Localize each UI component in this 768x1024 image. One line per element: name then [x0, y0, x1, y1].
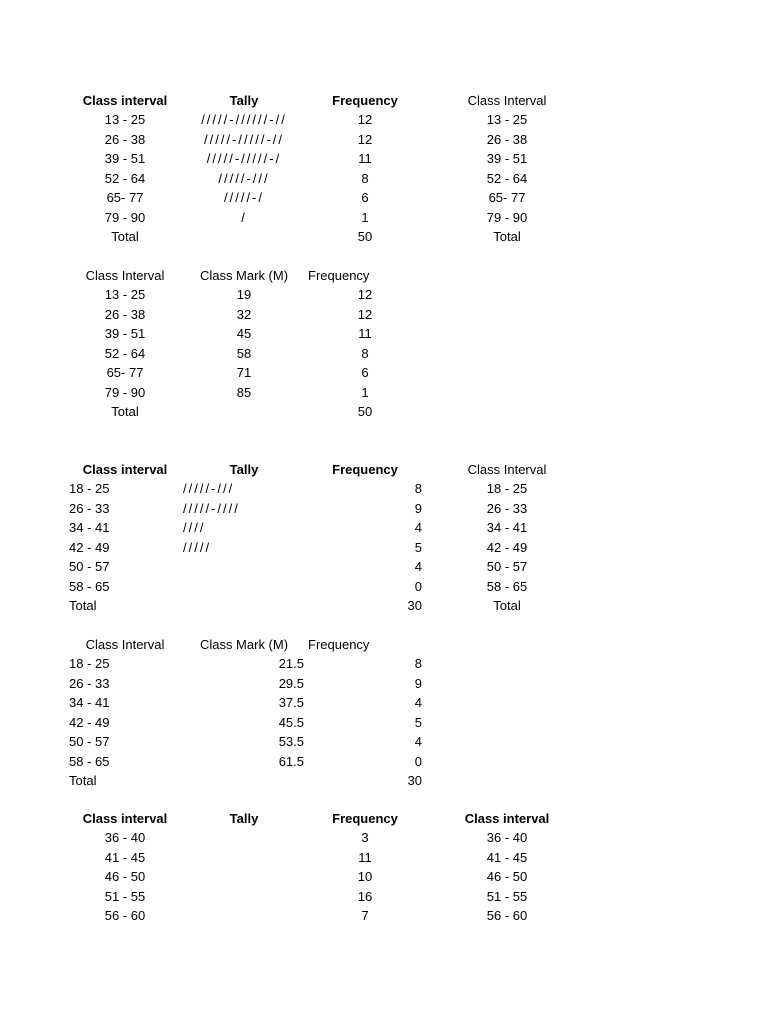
table-row: [0, 479, 768, 499]
table-row: [0, 208, 768, 228]
frequency-cell: 12: [357, 112, 373, 127]
table-row: [0, 402, 768, 422]
class-interval-cell: 26 - 33: [69, 676, 110, 691]
frequency-cell: 4: [414, 520, 422, 535]
class-interval-cell: 52 - 64: [104, 171, 146, 186]
table-row: [0, 713, 768, 733]
table-row: [0, 149, 768, 169]
frequency-cell: 6: [361, 190, 369, 205]
class-interval-cell: 26 - 38: [104, 307, 146, 322]
tally-cell: /////-/: [224, 190, 264, 205]
table-header-row: [0, 635, 768, 655]
table-row: [0, 130, 768, 150]
table-row: [0, 518, 768, 538]
class-interval-cell: 13 - 25: [104, 112, 146, 127]
table-row: [0, 654, 768, 674]
class-interval-cell: Total: [493, 598, 521, 613]
tally-header: Tally: [229, 93, 259, 108]
tally-cell: /////-///: [218, 171, 270, 186]
class-interval-cell: 46 - 50: [104, 869, 146, 884]
table-row: [0, 732, 768, 752]
table-row: [0, 577, 768, 597]
class-mark-header: Class Mark (M): [199, 637, 289, 652]
frequency-cell: 12: [357, 132, 373, 147]
frequency-cell: 4: [414, 559, 422, 574]
class-interval-cell: 51 - 55: [486, 889, 528, 904]
class-interval-header: Class interval: [464, 811, 550, 826]
table-row: [0, 538, 768, 558]
frequency-cell: 12: [357, 307, 373, 322]
table-row: [0, 596, 768, 616]
frequency-cell: 7: [361, 908, 369, 923]
frequency-cell: 8: [361, 171, 369, 186]
class-mark-cell: 53.5: [278, 734, 304, 749]
table-row: [0, 828, 768, 848]
class-interval-cell: 34 - 41: [69, 520, 110, 535]
table-row: [0, 344, 768, 364]
class-interval-cell: 26 - 33: [69, 501, 110, 516]
frequency-cell: 11: [358, 151, 372, 166]
class-interval-cell: 42 - 49: [486, 540, 528, 555]
class-interval-cell: 52 - 64: [104, 346, 146, 361]
table-row: [0, 674, 768, 694]
frequency-cell: 16: [357, 889, 373, 904]
class-interval-cell: 26 - 38: [486, 132, 528, 147]
tally-cell: /////-//////-//: [201, 112, 287, 127]
class-interval-header: Class Interval: [85, 268, 165, 283]
tally-header: Tally: [229, 462, 259, 477]
frequency-cell: 1: [361, 385, 369, 400]
class-mark-cell: 58: [236, 346, 252, 361]
class-interval-cell: 39 - 51: [486, 151, 528, 166]
class-mark-cell: 29.5: [278, 676, 304, 691]
class-interval-cell: 79 - 90: [104, 210, 146, 225]
frequency-header: Frequency: [332, 462, 398, 477]
frequency-header: Frequency: [308, 268, 370, 283]
class-interval-header: Class Interval: [467, 93, 547, 108]
frequency-cell: 11: [358, 326, 372, 341]
class-interval-cell: 39 - 51: [104, 151, 146, 166]
frequency-cell: 3: [361, 830, 369, 845]
frequency-cell: 50: [357, 229, 373, 244]
tally-cell: ////: [183, 520, 206, 535]
table-row: [0, 169, 768, 189]
class-interval-cell: Total: [69, 598, 97, 613]
frequency-cell: 8: [414, 656, 422, 671]
class-interval-header: Class Interval: [467, 462, 547, 477]
class-mark-cell: 45: [236, 326, 252, 341]
frequency-cell: 1: [361, 210, 369, 225]
class-interval-cell: 79 - 90: [104, 385, 146, 400]
frequency-header: Frequency: [308, 637, 370, 652]
table-row: [0, 557, 768, 577]
tally-table-2: [0, 460, 768, 620]
frequency-cell: 0: [414, 754, 422, 769]
class-mark-cell: 71: [236, 365, 252, 380]
class-mark-cell: 45.5: [278, 715, 304, 730]
class-interval-header: Class interval: [82, 93, 168, 108]
frequency-cell: 4: [414, 695, 422, 710]
frequency-cell: 4: [414, 734, 422, 749]
frequency-cell: 50: [357, 404, 373, 419]
table-row: [0, 227, 768, 247]
frequency-cell: 9: [414, 501, 422, 516]
class-mark-header: Class Mark (M): [199, 268, 289, 283]
class-interval-cell: 65- 77: [106, 365, 144, 380]
tally-table-1: [0, 91, 768, 251]
table-row: [0, 848, 768, 868]
frequency-cell: 5: [414, 540, 422, 555]
tally-cell: /////-/////-//: [204, 132, 284, 147]
class-interval-cell: 50 - 57: [69, 734, 110, 749]
class-interval-cell: Total: [493, 229, 521, 244]
frequency-cell: 5: [414, 715, 422, 730]
class-interval-cell: 52 - 64: [486, 171, 528, 186]
class-interval-cell: 41 - 45: [486, 850, 528, 865]
class-interval-cell: 18 - 25: [69, 481, 110, 496]
table-row: [0, 110, 768, 130]
tally-header: Tally: [229, 811, 259, 826]
class-mark-table-2: [0, 635, 768, 795]
class-interval-cell: 34 - 41: [69, 695, 110, 710]
class-mark-cell: 61.5: [278, 754, 304, 769]
table-row: [0, 499, 768, 519]
table-header-row: [0, 266, 768, 286]
class-mark-cell: 21.5: [278, 656, 304, 671]
class-interval-cell: 46 - 50: [486, 869, 528, 884]
class-mark-table-1: [0, 266, 768, 426]
class-interval-cell: Total: [69, 773, 97, 788]
class-mark-cell: 85: [236, 385, 252, 400]
class-interval-header: Class interval: [82, 462, 168, 477]
tally-table-3: [0, 809, 768, 929]
tally-cell: /////-/////-/: [206, 151, 282, 166]
table-row: [0, 324, 768, 344]
frequency-cell: 9: [414, 676, 422, 691]
class-interval-cell: 42 - 49: [69, 540, 110, 555]
class-interval-header: Class Interval: [85, 637, 165, 652]
tally-cell: /////-///: [183, 481, 235, 496]
class-interval-cell: 36 - 40: [104, 830, 146, 845]
class-interval-cell: 39 - 51: [104, 326, 146, 341]
frequency-cell: 6: [361, 365, 369, 380]
frequency-cell: 10: [357, 869, 373, 884]
class-interval-cell: 56 - 60: [104, 908, 146, 923]
class-interval-cell: 18 - 25: [69, 656, 110, 671]
class-interval-cell: 50 - 57: [69, 559, 110, 574]
table-row: [0, 752, 768, 772]
class-interval-cell: Total: [111, 229, 139, 244]
table-row: [0, 771, 768, 791]
class-interval-cell: 42 - 49: [69, 715, 110, 730]
class-interval-header: Class interval: [82, 811, 168, 826]
frequency-header: Frequency: [332, 93, 398, 108]
frequency-cell: 0: [414, 579, 422, 594]
class-interval-cell: 13 - 25: [104, 287, 146, 302]
table-row: [0, 363, 768, 383]
class-interval-cell: 65- 77: [106, 190, 144, 205]
class-interval-cell: 65- 77: [488, 190, 526, 205]
class-interval-cell: 58 - 65: [486, 579, 528, 594]
class-interval-cell: 13 - 25: [486, 112, 528, 127]
class-interval-cell: 58 - 65: [69, 579, 110, 594]
tally-cell: /////-////: [183, 501, 240, 516]
table-row: [0, 305, 768, 325]
class-mark-cell: 19: [236, 287, 252, 302]
table-header-row: [0, 460, 768, 480]
frequency-cell: 30: [407, 598, 422, 613]
class-interval-cell: 56 - 60: [486, 908, 528, 923]
class-interval-cell: 36 - 40: [486, 830, 528, 845]
table-row: [0, 867, 768, 887]
class-interval-cell: 26 - 33: [486, 501, 528, 516]
frequency-header: Frequency: [332, 811, 398, 826]
table-header-row: [0, 809, 768, 829]
class-interval-cell: Total: [111, 404, 139, 419]
table-row: [0, 285, 768, 305]
table-row: [0, 188, 768, 208]
class-mark-cell: 32: [236, 307, 252, 322]
table-row: [0, 693, 768, 713]
tally-cell: /////: [183, 540, 212, 555]
class-interval-cell: 18 - 25: [486, 481, 528, 496]
class-interval-cell: 79 - 90: [486, 210, 528, 225]
frequency-cell: 8: [361, 346, 369, 361]
class-mark-cell: 37.5: [278, 695, 304, 710]
frequency-cell: 11: [358, 850, 372, 865]
table-header-row: [0, 91, 768, 111]
class-interval-cell: 26 - 38: [104, 132, 146, 147]
class-interval-cell: 58 - 65: [69, 754, 110, 769]
frequency-cell: 12: [357, 287, 373, 302]
class-interval-cell: 51 - 55: [104, 889, 146, 904]
frequency-cell: 8: [414, 481, 422, 496]
table-row: [0, 887, 768, 907]
table-row: [0, 906, 768, 926]
frequency-cell: 30: [407, 773, 422, 788]
class-interval-cell: 41 - 45: [104, 850, 146, 865]
tally-cell: /: [241, 210, 247, 225]
class-interval-cell: 50 - 57: [486, 559, 528, 574]
class-interval-cell: 34 - 41: [486, 520, 528, 535]
table-row: [0, 383, 768, 403]
